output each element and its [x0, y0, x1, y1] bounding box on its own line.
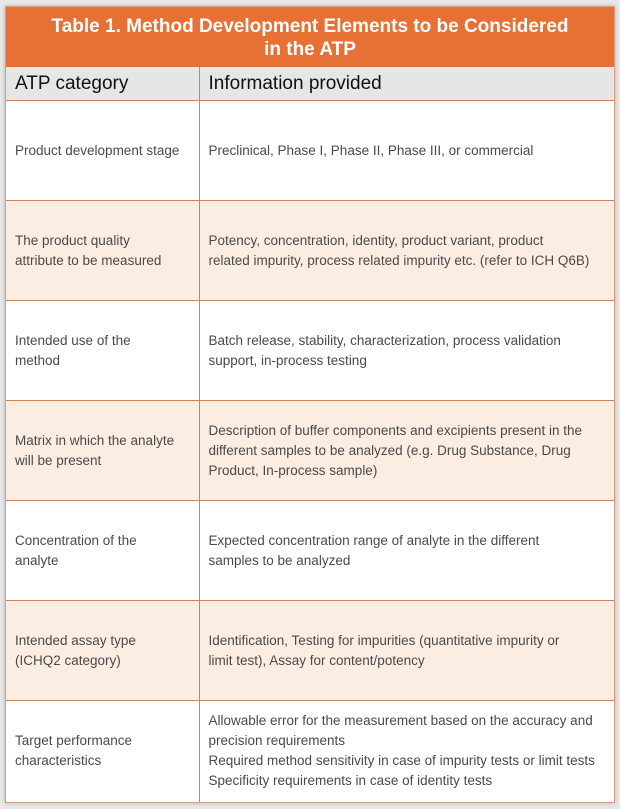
info-cell: [199, 501, 614, 601]
cell-text: Potency, concentration, identity, product variant, product: [208, 232, 544, 248]
table-row: [6, 101, 614, 201]
category-cell: [6, 401, 199, 501]
cell-text: support, in-process testing: [208, 352, 367, 368]
cell-text: Intended assay type: [15, 632, 136, 648]
info-cell: [199, 601, 614, 701]
cell-text: Identification, Testing for impurities (quantitative impurity or: [208, 632, 560, 648]
category-cell: [6, 101, 199, 201]
cell-text: Preclinical, Phase I, Phase II, Phase III, or commercial: [208, 142, 534, 158]
cell-text: different samples to be analyzed (e.g. Drug Substance, Drug: [208, 442, 571, 458]
cell-text: (ICHQ2 category): [15, 652, 121, 668]
table-header-row: [6, 67, 614, 101]
cell-text: Matrix in which the analyte: [15, 432, 175, 448]
info-cell: [199, 401, 614, 501]
cell-text: Specificity requirements in case of identity tests: [208, 773, 493, 789]
cell-text: Concentration of the: [15, 532, 137, 548]
table-row: [6, 301, 614, 401]
column-header-information-provided: Information provided: [199, 67, 614, 101]
cell-text: characteristics: [15, 753, 102, 769]
cell-text: The product quality: [15, 232, 130, 248]
cell-text: related impurity, process related impurity etc. (refer to ICH Q6B): [208, 252, 590, 268]
table-row: [6, 201, 614, 301]
cell-text: will be present: [15, 452, 102, 468]
category-cell: [6, 301, 199, 401]
cell-text: limit test), Assay for content/potency: [208, 652, 425, 668]
cell-text: samples to be analyzed: [208, 552, 351, 568]
info-cell: [199, 301, 614, 401]
table-row: [6, 401, 614, 501]
table-title-line-2: in the ATP: [264, 38, 356, 60]
category-cell: [6, 501, 199, 601]
table-title: [6, 7, 614, 67]
cell-text: Expected concentration range of analyte in the different: [208, 532, 540, 548]
info-cell: [199, 201, 614, 301]
cell-text: method: [15, 352, 61, 368]
table-title-line-1: Table 1. Method Development Elements to be Considered: [51, 15, 569, 37]
table-row: [6, 701, 614, 802]
cell-text: Allowable error for the measurement based on the accuracy and: [208, 713, 593, 729]
column-header-atp-category: ATP category: [6, 67, 199, 101]
cell-text: Required method sensitivity in case of impurity tests or limit tests: [208, 753, 595, 769]
cell-text: Batch release, stability, characterization, process validation: [208, 332, 561, 348]
cell-text: analyte: [15, 552, 59, 568]
cell-text: Product development stage: [15, 142, 180, 158]
cell-text: Intended use of the: [15, 332, 131, 348]
category-cell: [6, 601, 199, 701]
info-cell: [199, 701, 614, 802]
table-row: [6, 501, 614, 601]
category-cell: [6, 701, 199, 802]
table-card: [5, 6, 615, 803]
atp-table: [6, 67, 614, 802]
category-cell: [6, 201, 199, 301]
cell-text: Product, In-process sample): [208, 462, 378, 478]
info-cell: [199, 101, 614, 201]
cell-text: Target performance: [15, 733, 133, 749]
cell-text: attribute to be measured: [15, 252, 162, 268]
table-row: [6, 601, 614, 701]
cell-text: precision requirements: [208, 733, 346, 749]
cell-text: Description of buffer components and excipients present in the: [208, 422, 582, 438]
